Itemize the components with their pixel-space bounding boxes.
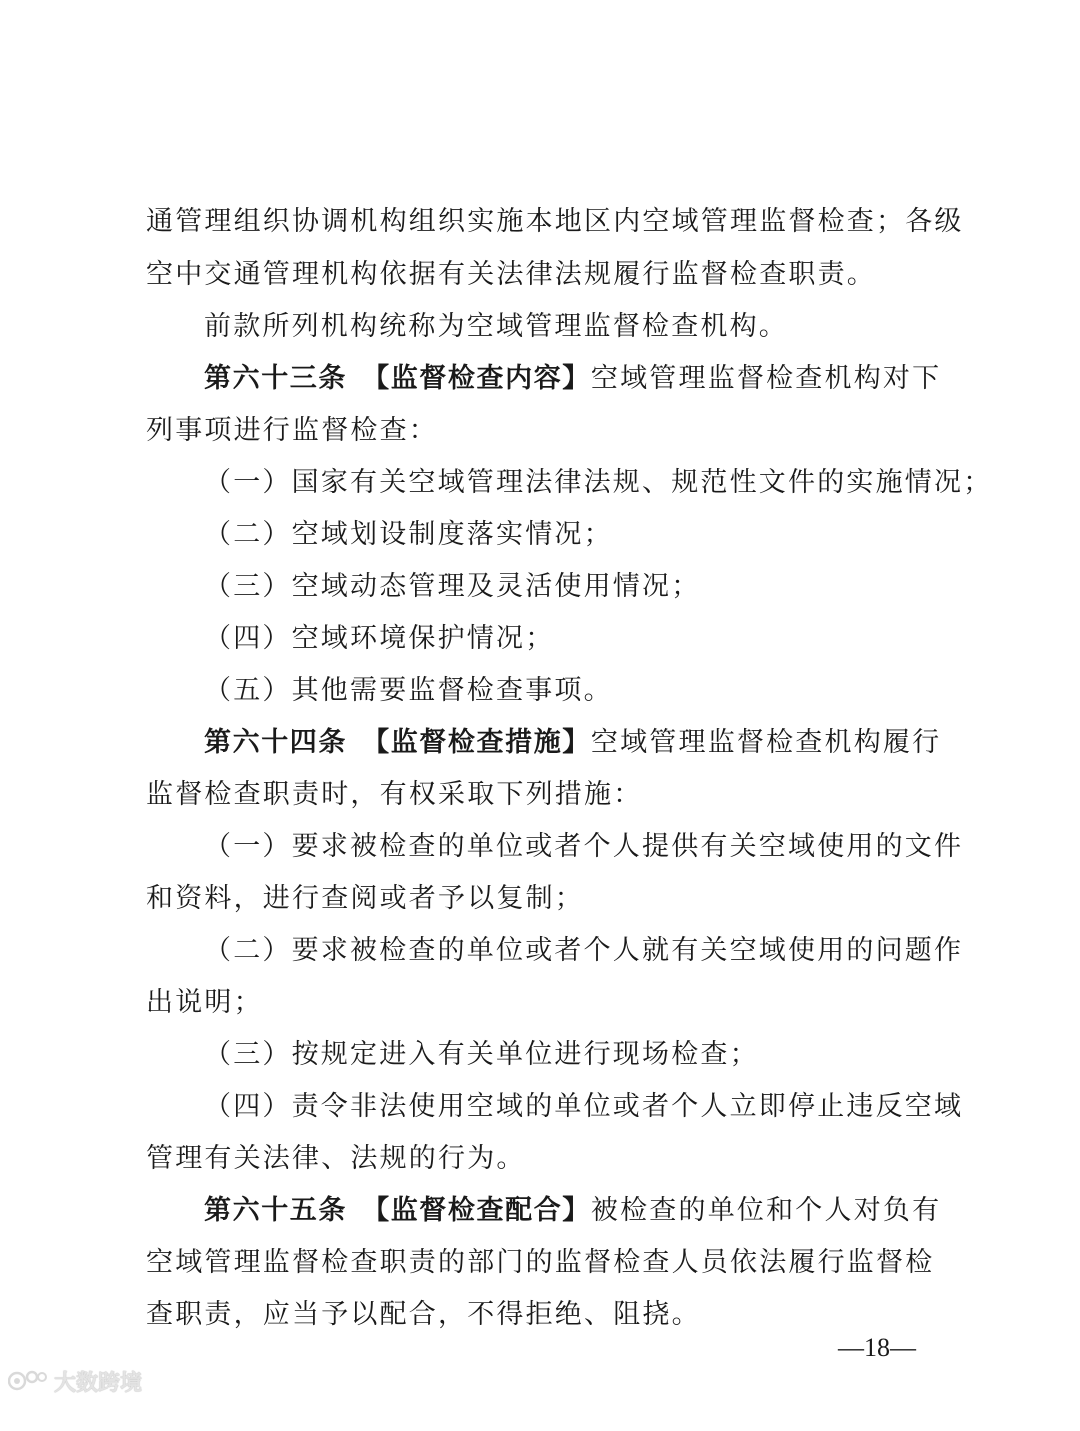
brand-logo-icon xyxy=(8,1369,48,1395)
body-line: 前款所列机构统称为空域管理监督检查机构。 xyxy=(204,311,788,342)
list-item: （三）按规定进入有关单位进行现场检查； xyxy=(204,1039,759,1070)
body-line: 通管理组织协调机构组织实施本地区内空域管理监督检查；各级 xyxy=(146,206,964,237)
body-line: 空域管理监督检查职责的部门的监督检查人员依法履行监督检 xyxy=(146,1247,935,1278)
list-item: （二）要求被检查的单位或者个人就有关空域使用的问题作 xyxy=(204,935,964,966)
body-line: 和资料，进行查阅或者予以复制； xyxy=(146,883,584,914)
list-item: （一）要求被检查的单位或者个人提供有关空域使用的文件 xyxy=(204,831,964,862)
article-heading: 第六十三条 【监督检查内容】 xyxy=(204,363,591,394)
body-line: 监督检查职责时，有权采取下列措施： xyxy=(146,779,643,810)
list-item: （四）空域环境保护情况； xyxy=(204,623,555,654)
body-line: 空中交通管理机构依据有关法律法规履行监督检查职责。 xyxy=(146,259,876,290)
watermark xyxy=(8,1366,142,1397)
list-item: （一）国家有关空域管理法律法规、规范性文件的实施情况； xyxy=(204,467,993,498)
article-heading: 第六十四条 【监督检查措施】 xyxy=(204,727,591,758)
body-line: 列事项进行监督检查： xyxy=(146,415,438,446)
list-item: （二）空域划设制度落实情况； xyxy=(204,519,613,550)
article-65 xyxy=(204,1194,941,1228)
article-text: 被检查的单位和个人对负有 xyxy=(590,1195,942,1226)
body-line: 查职责，应当予以配合，不得拒绝、阻挠。 xyxy=(146,1299,701,1330)
body-line: 出说明； xyxy=(146,987,263,1018)
article-63 xyxy=(204,362,941,396)
watermark-text: 大数跨境 xyxy=(54,1371,143,1396)
article-text: 空域管理监督检查机构履行 xyxy=(590,727,942,758)
article-heading: 第六十五条 【监督检查配合】 xyxy=(204,1195,591,1226)
list-item: （三）空域动态管理及灵活使用情况； xyxy=(204,571,701,602)
body-line: 管理有关法律、法规的行为。 xyxy=(146,1143,526,1174)
page-number: —18— xyxy=(838,1333,916,1362)
article-text: 空域管理监督检查机构对下 xyxy=(590,363,942,394)
article-64 xyxy=(204,726,941,760)
list-item: （四）责令非法使用空域的单位或者个人立即停止违反空域 xyxy=(204,1091,964,1122)
list-item: （五）其他需要监督检查事项。 xyxy=(204,675,613,706)
